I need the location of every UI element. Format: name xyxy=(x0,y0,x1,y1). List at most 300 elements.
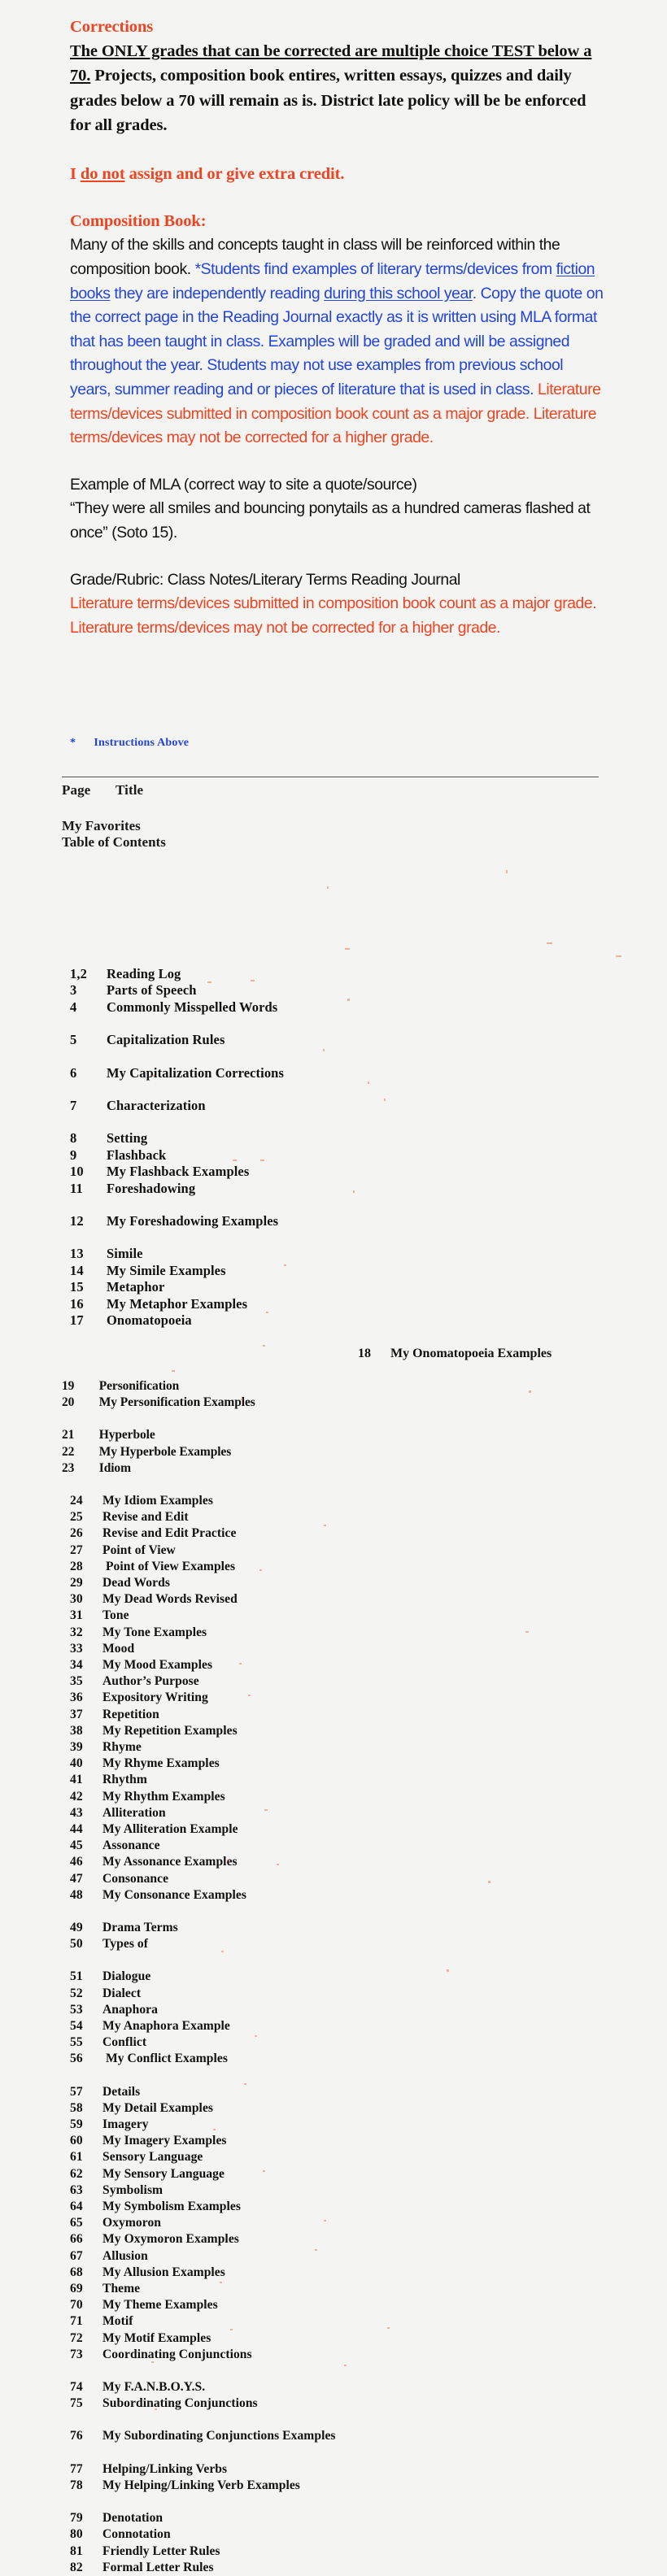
toc-page-number: 3 xyxy=(70,982,77,999)
scan-speckle xyxy=(345,948,350,950)
toc-page-number: 36 xyxy=(70,1690,83,1705)
mla-example-line-1: Example of MLA (correct way to site a quote/source) xyxy=(70,475,417,494)
toc-entry-title: My Personification Examples xyxy=(96,1395,255,1410)
toc-entry-title: Connotation xyxy=(102,2527,171,2542)
composition-blue-text-1: *Students find examples of literary terms/devices from xyxy=(194,260,556,279)
toc-page-number: 49 xyxy=(70,1921,83,1934)
toc-entry-title: My Onomatopoeia Examples xyxy=(390,1346,552,1360)
toc-page-number: 70 xyxy=(70,2298,83,2313)
corrections-heading: Corrections xyxy=(70,18,154,36)
composition-blue-underline-2: during this school year xyxy=(324,284,473,302)
toc-group-gap xyxy=(0,1197,667,1213)
toc-entry-title: Helping/Linking Verbs xyxy=(102,2461,228,2476)
toc-page-number: 57 xyxy=(70,2084,83,2099)
toc-row[interactable] xyxy=(70,1838,667,1854)
toc-page-number: 78 xyxy=(70,2478,83,2492)
toc-page-number: 24 xyxy=(70,1493,83,1508)
toc-row[interactable] xyxy=(70,1263,667,1279)
toc-row[interactable] xyxy=(70,1164,667,1180)
toc-page-number: 37 xyxy=(70,1707,83,1721)
toc-row[interactable] xyxy=(70,1509,667,1525)
toc-page-number: 61 xyxy=(70,2150,83,2165)
toc-page-number: 82 xyxy=(70,2560,83,2574)
toc-entry-title: My Rhyme Examples xyxy=(102,1756,220,1771)
toc-row[interactable] xyxy=(70,1625,667,1641)
toc-entry-title: My Idiom Examples xyxy=(102,1493,214,1508)
toc-row[interactable] xyxy=(70,2248,667,2265)
rubric-red-note: Literature terms/devices submitted in composition book count as a major grade. Literature terms/devices may not be corrected for a higher grade. xyxy=(70,594,597,637)
toc-row[interactable] xyxy=(70,1608,667,1624)
toc-page-number: 28 xyxy=(70,1559,83,1573)
toc-entry-title: Rhyme xyxy=(102,1739,142,1754)
toc-entry-title: Capitalization Rules xyxy=(107,1032,225,1048)
toc-row[interactable] xyxy=(70,2510,667,2526)
toc-page-number: 30 xyxy=(70,1592,83,1607)
toc-page-number: 33 xyxy=(70,1641,83,1656)
toc-entry-title: My Motif Examples xyxy=(102,2330,211,2345)
toc-row[interactable] xyxy=(70,2297,667,2313)
scan-speckle xyxy=(327,886,329,889)
toc-page-number: 65 xyxy=(70,2216,83,2230)
toc-entry-title: Onomatopoeia xyxy=(107,1312,192,1329)
toc-group-gap xyxy=(0,1081,667,1098)
toc-page-number: 74 xyxy=(70,2380,83,2395)
toc-row[interactable] xyxy=(70,2265,667,2281)
toc-row[interactable] xyxy=(70,2543,667,2560)
toc-entry-title: Oxymoron xyxy=(102,2216,162,2230)
toc-entry-title: My Foreshadowing Examples xyxy=(107,1213,279,1229)
toc-page-number: 42 xyxy=(70,1789,83,1804)
toc-page-number: 58 xyxy=(70,2100,83,2115)
toc-row[interactable] xyxy=(70,966,667,982)
toc-row[interactable] xyxy=(70,1181,667,1197)
corrections-paragraph xyxy=(70,39,607,137)
toc-group-gap xyxy=(0,1411,667,1427)
toc-row[interactable] xyxy=(70,2560,667,2576)
toc-page-number: 18 xyxy=(358,1346,371,1360)
toc-entry-title: My Consonance Examples xyxy=(102,1887,246,1902)
toc-page-number: 23 xyxy=(62,1460,75,1475)
table-of-contents-list xyxy=(0,966,667,2576)
toc-row[interactable] xyxy=(70,1098,667,1114)
toc-entry-title: Parts of Speech xyxy=(107,982,197,999)
toc-row[interactable] xyxy=(70,1641,667,1657)
toc-page-number: 16 xyxy=(70,1295,84,1312)
toc-entry-title: My Repetition Examples xyxy=(102,1723,238,1738)
toc-row[interactable] xyxy=(70,1279,667,1295)
toc-entry-title: Metaphor xyxy=(107,1279,165,1295)
toc-page-number: 7 xyxy=(70,1098,77,1114)
toc-entry-title: Anaphora xyxy=(102,2002,158,2017)
toc-group-gap xyxy=(0,2445,667,2461)
toc-row[interactable] xyxy=(70,1032,667,1048)
toc-entry-title: My Metaphor Examples xyxy=(107,1295,248,1312)
toc-page-number: 15 xyxy=(70,1279,84,1295)
asterisk-marker: * xyxy=(70,737,76,749)
toc-row[interactable] xyxy=(70,2051,667,2067)
composition-red-text: Literature terms/devices submitted in composition book count as a major grade. Literature terms/devices may not be corrected for a higher grade. xyxy=(70,380,601,447)
toc-entry-title: My Sensory Language xyxy=(102,2166,225,2181)
scan-speckle xyxy=(506,870,508,873)
toc-page-number: 17 xyxy=(70,1312,84,1329)
toc-row[interactable] xyxy=(70,1130,667,1147)
toc-group-gap xyxy=(0,1016,667,1032)
toc-entry-title: Alliteration xyxy=(102,1805,166,1820)
toc-page-number: 63 xyxy=(70,2182,83,2197)
toc-group-gap xyxy=(0,1952,667,1969)
toc-row[interactable] xyxy=(70,2395,667,2412)
toc-page-number: 50 xyxy=(70,1937,83,1952)
toc-page-number: 34 xyxy=(70,1657,83,1672)
toc-page-number: 22 xyxy=(62,1444,75,1459)
toc-entry-title: Revise and Edit xyxy=(102,1510,189,1525)
toc-row[interactable] xyxy=(62,1427,667,1443)
toc-page-number: 73 xyxy=(70,2347,83,2361)
toc-page-number: 68 xyxy=(70,2265,83,2279)
toc-row[interactable] xyxy=(70,1986,667,2002)
toc-row[interactable] xyxy=(70,1591,667,1608)
toc-header-zone xyxy=(0,737,667,850)
toc-row[interactable] xyxy=(70,2002,667,2018)
toc-page-number: 20 xyxy=(62,1395,75,1410)
toc-entry-title: Types of xyxy=(102,1937,148,1952)
toc-row[interactable] xyxy=(62,1395,667,1411)
toc-page-number: 67 xyxy=(70,2248,83,2263)
toc-page-number: 75 xyxy=(70,2396,83,2411)
toc-entry-title: My F.A.N.B.O.Y.S. xyxy=(102,2380,206,2395)
toc-row[interactable] xyxy=(70,2100,667,2117)
toc-page-number: 21 xyxy=(62,1428,75,1442)
toc-entry-title: Idiom xyxy=(96,1460,131,1475)
toc-group-gap xyxy=(0,1229,667,1246)
toc-row[interactable] xyxy=(70,1673,667,1690)
toc-row[interactable] xyxy=(70,2526,667,2543)
toc-entry-title: Dialect xyxy=(102,1986,142,2000)
toc-entry-title: My Oxymoron Examples xyxy=(102,2232,239,2247)
toc-entry-title: Subordinating Conjunctions xyxy=(102,2396,258,2411)
toc-row[interactable] xyxy=(70,1147,667,1164)
toc-row[interactable] xyxy=(70,1756,667,1772)
toc-row[interactable] xyxy=(70,1543,667,1559)
toc-group-gap xyxy=(0,1904,667,1920)
toc-page-number: 26 xyxy=(70,1526,83,1541)
extra-credit-prefix: I xyxy=(70,165,81,184)
toc-row[interactable] xyxy=(70,1213,667,1229)
toc-page-number: 35 xyxy=(70,1674,83,1689)
composition-blue-text-3: . Copy the quote on the correct page in the Reading Journal exactly as it is written using MLA format that has been taught in class. Examples will be graded and will be assigned throughout the year. Students may not use examples from previous school years, summer reading and or pieces of literature that is used in class. xyxy=(70,284,604,398)
toc-page-number: 81 xyxy=(70,2543,83,2558)
rubric-heading: Grade/Rubric: Class Notes/Literary Terms Reading Journal xyxy=(70,570,460,589)
toc-entry-title: My Allusion Examples xyxy=(102,2265,225,2279)
toc-page-number: 4 xyxy=(70,999,77,1015)
toc-page-number: 39 xyxy=(70,1739,83,1754)
toc-row[interactable] xyxy=(70,2182,667,2199)
toc-page-number: 9 xyxy=(70,1147,77,1163)
toc-row[interactable] xyxy=(70,1246,667,1262)
toc-page-number: 41 xyxy=(70,1773,83,1787)
toc-page-number: 19 xyxy=(62,1378,75,1393)
toc-entry-title: My Subordinating Conjunctions Examples xyxy=(102,2429,336,2443)
toc-page-number: 40 xyxy=(70,1756,83,1771)
toc-entry-title: Friendly Letter Rules xyxy=(102,2543,220,2558)
toc-entry-title: Point of View xyxy=(102,1543,176,1557)
toc-row[interactable] xyxy=(70,2149,667,2165)
toc-page-number: 56 xyxy=(70,2052,83,2066)
toc-entry-title: Personification xyxy=(96,1378,180,1393)
toc-entry-title: Expository Writing xyxy=(102,1690,208,1705)
toc-page-number: 59 xyxy=(70,2117,83,2132)
toc-page-number: 77 xyxy=(70,2461,83,2476)
toc-row[interactable] xyxy=(70,2034,667,2051)
extra-credit-suffix: assign and or give extra credit. xyxy=(124,165,345,184)
toc-entry-title: Drama Terms xyxy=(102,1921,178,1934)
toc-page-number: 60 xyxy=(70,2134,83,2148)
toc-row[interactable] xyxy=(70,2084,667,2100)
toc-row[interactable] xyxy=(70,1920,667,1936)
toc-entry-title: Assonance xyxy=(102,1838,160,1853)
paragraph-spacer xyxy=(70,546,607,568)
toc-row[interactable] xyxy=(70,982,667,999)
toc-page-number: 69 xyxy=(70,2282,83,2296)
toc-page-number: 12 xyxy=(70,1213,84,1229)
toc-entry-title: Author’s Purpose xyxy=(102,1674,199,1689)
paragraph-spacer xyxy=(70,137,607,162)
toc-page-number: 71 xyxy=(70,2314,83,2329)
toc-entry-title: My Capitalization Corrections xyxy=(107,1064,284,1081)
toc-entry-title: Commonly Misspelled Words xyxy=(107,999,278,1015)
toc-entry-title: My Anaphora Example xyxy=(102,2019,230,2034)
toc-page-number: 47 xyxy=(70,1871,83,1886)
toc-group-gap xyxy=(0,2363,667,2379)
toc-page-number: 72 xyxy=(70,2330,83,2345)
extra-credit-paragraph xyxy=(70,162,607,186)
toc-group-gap xyxy=(0,1362,667,1378)
toc-page-number: 11 xyxy=(70,1180,83,1196)
toc-row[interactable] xyxy=(70,2428,667,2444)
toc-page-number: 55 xyxy=(70,2035,83,2050)
toc-entry-title: Flashback xyxy=(107,1147,167,1163)
paragraph-spacer xyxy=(70,450,607,473)
toc-group-gap xyxy=(0,2494,667,2510)
toc-row[interactable] xyxy=(70,1854,667,1870)
toc-entry-title: My Simile Examples xyxy=(107,1262,226,1278)
toc-entry-title: Motif xyxy=(102,2314,133,2329)
toc-row[interactable] xyxy=(70,1772,667,1788)
toc-entry-title: Rhythm xyxy=(102,1773,147,1787)
paragraph-spacer xyxy=(70,186,607,209)
toc-page-number: 54 xyxy=(70,2019,83,2034)
toc-row[interactable] xyxy=(62,1378,667,1395)
toc-entry-title: Simile xyxy=(107,1246,143,1262)
instructions-above-note xyxy=(70,737,591,750)
toc-entry-title: Sensory Language xyxy=(102,2150,203,2165)
toc-page-number: 1,2 xyxy=(70,966,87,981)
toc-row[interactable] xyxy=(70,2461,667,2478)
toc-page-number: 32 xyxy=(70,1625,83,1639)
toc-row[interactable] xyxy=(70,1065,667,1081)
toc-entry-title: My Detail Examples xyxy=(102,2100,214,2115)
composition-book-heading: Composition Book: xyxy=(70,212,207,231)
toc-page-number: 5 xyxy=(70,1032,77,1048)
toc-group-gap xyxy=(0,1049,667,1065)
toc-row[interactable] xyxy=(62,1444,667,1460)
toc-row[interactable] xyxy=(70,1312,667,1329)
toc-row[interactable] xyxy=(70,999,667,1016)
toc-entry-title: Hyperbole xyxy=(96,1428,155,1442)
toc-group-gap xyxy=(0,1477,667,1493)
toc-header-title: Title xyxy=(116,782,144,798)
toc-page-number: 76 xyxy=(70,2429,83,2443)
toc-row[interactable] xyxy=(70,1723,667,1739)
toc-column-headers xyxy=(62,782,143,798)
toc-page-number: 31 xyxy=(70,1608,83,1623)
toc-entry-title: My Conflict Examples xyxy=(102,2052,228,2066)
toc-entry-title: Dead Words xyxy=(102,1575,170,1590)
toc-entry-title: Conflict xyxy=(102,2035,147,2050)
toc-row[interactable] xyxy=(70,1789,667,1805)
toc-page-number: 38 xyxy=(70,1723,83,1738)
corrections-underlined-text: The ONLY grades that can be corrected are multiple choice TEST below a 70. xyxy=(70,42,592,85)
extra-credit-underlined: do not xyxy=(80,165,125,184)
composition-blue-text-2: they are independently reading xyxy=(110,284,325,302)
favorites-line-2: Table of Contents xyxy=(62,834,166,850)
favorites-block xyxy=(62,818,166,851)
toc-row[interactable] xyxy=(70,1887,667,1904)
toc-entry-title: Reading Log xyxy=(107,966,181,981)
toc-row[interactable] xyxy=(70,1525,667,1542)
toc-row[interactable] xyxy=(62,1460,667,1477)
toc-row[interactable] xyxy=(70,2117,667,2133)
composition-blue-underline-1: fiction books xyxy=(70,260,595,302)
scan-speckle xyxy=(547,942,552,944)
toc-page-number: 80 xyxy=(70,2527,83,2542)
corrections-rest-text: Projects, composition book entires, written essays, quizzes and daily grades below a 70 will remain as is. District late policy will be be enforced for all grades. xyxy=(70,67,586,134)
toc-entry-title: Theme xyxy=(102,2282,141,2296)
toc-entry-title: My Assonance Examples xyxy=(102,1855,238,1869)
toc-entry-title: My Imagery Examples xyxy=(102,2134,227,2148)
toc-row[interactable] xyxy=(70,1575,667,1591)
toc-row[interactable] xyxy=(70,2347,667,2363)
toc-entry-title: My Hyperbole Examples xyxy=(96,1444,232,1459)
toc-entry-title: Details xyxy=(102,2084,141,2099)
toc-row[interactable] xyxy=(70,2379,667,2395)
toc-row[interactable] xyxy=(70,1739,667,1756)
toc-page-number: 44 xyxy=(70,1821,83,1836)
toc-row[interactable] xyxy=(70,2313,667,2330)
toc-page-number: 10 xyxy=(70,1164,84,1180)
toc-entry-title: Foreshadowing xyxy=(107,1180,196,1196)
toc-entry-title: Denotation xyxy=(102,2511,163,2526)
toc-entry-title: Imagery xyxy=(102,2117,149,2132)
toc-entry-title: Setting xyxy=(107,1130,148,1147)
toc-entry-title: Dialogue xyxy=(102,1969,151,1984)
toc-page-number: 46 xyxy=(70,1855,83,1869)
toc-row[interactable] xyxy=(70,2018,667,2034)
toc-row[interactable] xyxy=(70,2215,667,2231)
toc-row[interactable] xyxy=(70,1821,667,1838)
toc-entry-title: My Symbolism Examples xyxy=(102,2200,241,2214)
toc-page-number: 43 xyxy=(70,1805,83,1820)
toc-entry-title: My Theme Examples xyxy=(102,2298,218,2313)
toc-page-number: 51 xyxy=(70,1969,83,1984)
toc-row[interactable] xyxy=(70,1871,667,1887)
toc-row[interactable] xyxy=(70,2231,667,2247)
toc-entry-title: My Dead Words Revised xyxy=(102,1592,238,1607)
toc-row[interactable] xyxy=(70,1559,667,1575)
toc-header-page: Page xyxy=(62,782,91,798)
composition-black-text: Many of the skills and concepts taught in class will be reinforced within the composition book. xyxy=(70,236,560,279)
toc-entry-title: Repetition xyxy=(102,1707,159,1721)
toc-row[interactable] xyxy=(70,1707,667,1723)
toc-page-number: 48 xyxy=(70,1887,83,1902)
toc-page-number: 66 xyxy=(70,2232,83,2247)
toc-entry-title: My Mood Examples xyxy=(102,1657,213,1672)
toc-page-number: 62 xyxy=(70,2166,83,2181)
toc-row[interactable] xyxy=(70,1969,667,1985)
toc-page-number: 6 xyxy=(70,1064,77,1081)
toc-entry-title: Consonance xyxy=(102,1871,169,1886)
toc-entry-title: Allusion xyxy=(102,2248,148,2263)
toc-row[interactable] xyxy=(70,2330,667,2347)
toc-page-number: 8 xyxy=(70,1130,77,1147)
toc-row[interactable] xyxy=(70,1690,667,1706)
toc-group-gap xyxy=(0,1329,667,1346)
toc-entry-title: Mood xyxy=(102,1641,135,1656)
toc-row[interactable] xyxy=(358,1346,667,1362)
toc-row[interactable] xyxy=(70,2281,667,2297)
toc-group-gap xyxy=(0,2068,667,2084)
toc-entry-title: Formal Letter Rules xyxy=(102,2560,214,2574)
toc-entry-title: My Alliteration Example xyxy=(102,1821,238,1836)
toc-page-number: 53 xyxy=(70,2002,83,2017)
prose-section xyxy=(70,15,607,640)
toc-row[interactable] xyxy=(70,2199,667,2215)
toc-page-number: 25 xyxy=(70,1510,83,1525)
toc-page-number: 45 xyxy=(70,1838,83,1853)
toc-entry-title: My Helping/Linking Verb Examples xyxy=(102,2478,300,2492)
toc-group-gap xyxy=(0,1114,667,1130)
toc-page-number: 27 xyxy=(70,1543,83,1557)
toc-page-number: 13 xyxy=(70,1246,84,1262)
toc-group-gap xyxy=(0,2412,667,2428)
toc-entry-title: Revise and Edit Practice xyxy=(102,1526,237,1541)
favorites-line-1: My Favorites xyxy=(62,818,141,833)
toc-row[interactable] xyxy=(70,1296,667,1312)
toc-entry-title: My Rhythm Examples xyxy=(102,1789,225,1804)
toc-row[interactable] xyxy=(70,1493,667,1509)
instructions-above-label: Instructions Above xyxy=(94,737,190,749)
toc-entry-title: Symbolism xyxy=(102,2182,163,2197)
scan-speckle xyxy=(616,955,621,957)
toc-page-number: 52 xyxy=(70,1986,83,2000)
toc-row[interactable] xyxy=(70,2133,667,2149)
composition-book-paragraph xyxy=(70,233,607,450)
toc-entry-title: Characterization xyxy=(107,1098,206,1114)
toc-page-number: 14 xyxy=(70,1262,84,1278)
toc-entry-title: My Flashback Examples xyxy=(107,1164,250,1180)
mla-example-line-2: “They were all smiles and bouncing ponytails as a hundred cameras flashed at once” (Soto 15). xyxy=(70,499,591,542)
toc-page-number: 29 xyxy=(70,1575,83,1590)
toc-row[interactable] xyxy=(70,1936,667,1952)
toc-row[interactable] xyxy=(70,1657,667,1673)
toc-row[interactable] xyxy=(70,2478,667,2494)
toc-entry-title: Coordinating Conjunctions xyxy=(102,2347,252,2361)
toc-entry-title: Point of View Examples xyxy=(102,1559,236,1573)
toc-entry-title: My Tone Examples xyxy=(102,1625,207,1639)
toc-entry-title: Tone xyxy=(102,1608,129,1623)
toc-row[interactable] xyxy=(70,1805,667,1821)
toc-row[interactable] xyxy=(70,2166,667,2182)
